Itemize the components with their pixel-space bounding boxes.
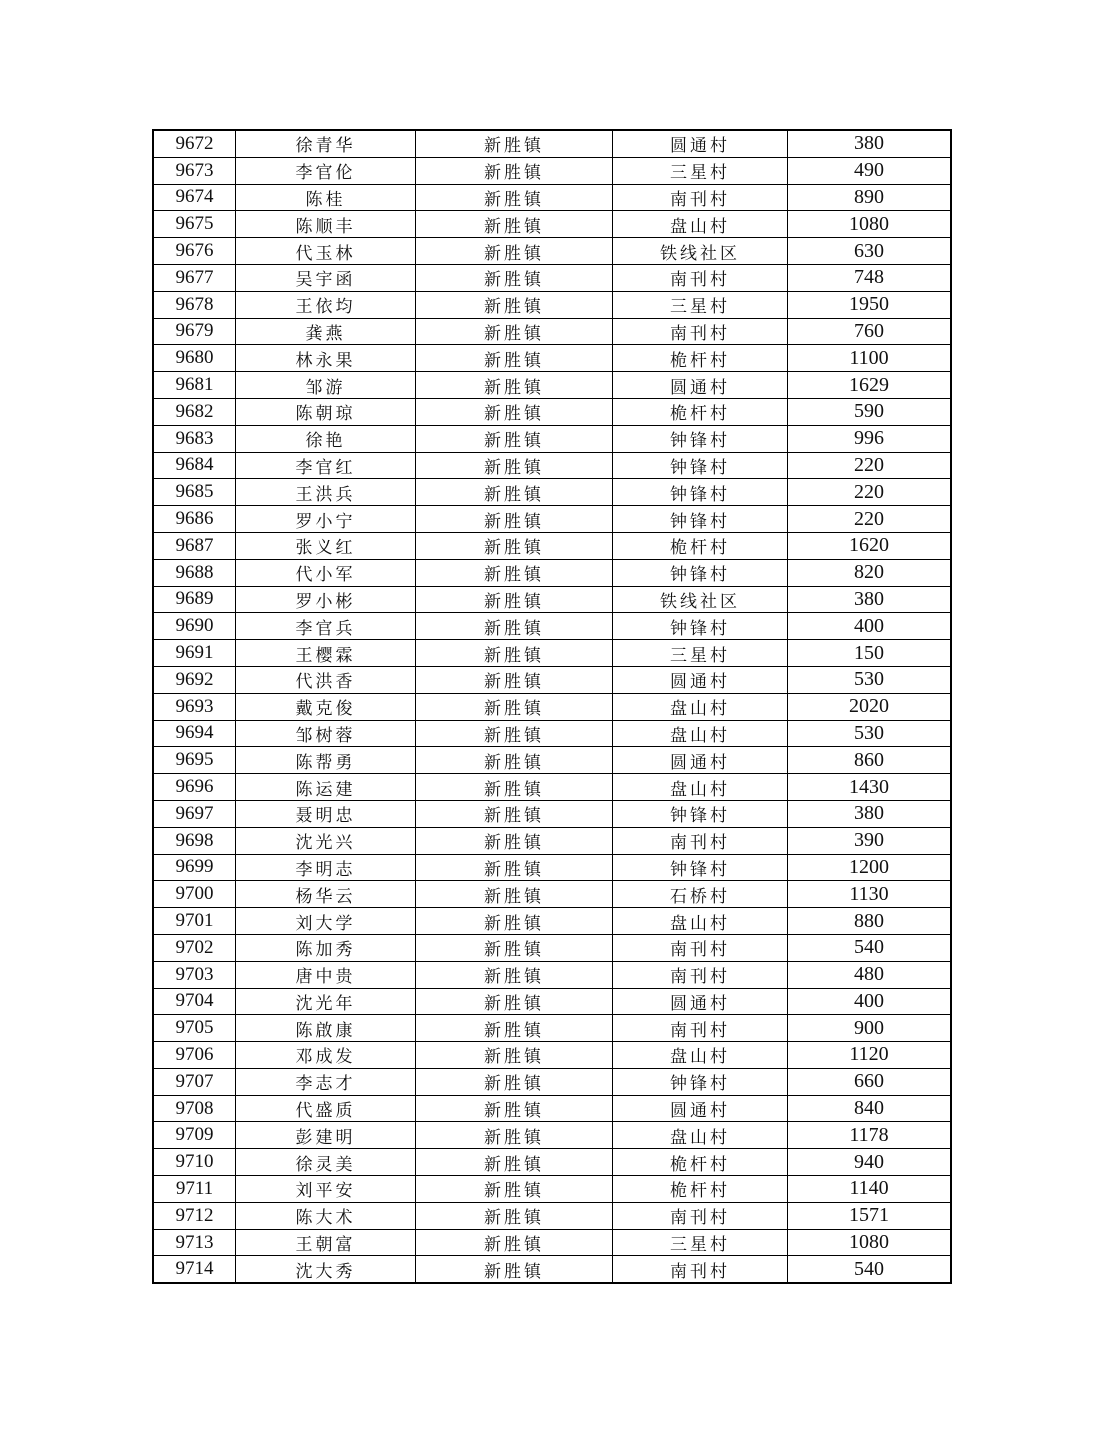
town-cell: 新胜镇	[416, 613, 613, 640]
table-row	[153, 1229, 951, 1256]
town-cell: 新胜镇	[416, 1176, 613, 1203]
town-cell: 新胜镇	[416, 854, 613, 881]
table-row	[153, 586, 951, 613]
row-number-cell: 9679	[153, 318, 236, 345]
amount-cell: 220	[788, 452, 952, 479]
amount-cell: 1130	[788, 881, 952, 908]
village-cell: 南刊村	[613, 1015, 788, 1042]
row-number-cell: 9693	[153, 693, 236, 720]
village-cell: 盘山村	[613, 1122, 788, 1149]
row-number-cell: 9691	[153, 640, 236, 667]
name-cell: 陈运建	[236, 774, 416, 801]
town-cell: 新胜镇	[416, 827, 613, 854]
table-body	[153, 130, 951, 1283]
town-cell: 新胜镇	[416, 774, 613, 801]
amount-cell: 1620	[788, 532, 952, 559]
name-cell: 沈大秀	[236, 1256, 416, 1283]
name-cell: 沈光兴	[236, 827, 416, 854]
row-number-cell: 9678	[153, 291, 236, 318]
town-cell: 新胜镇	[416, 693, 613, 720]
village-cell: 钟锋村	[613, 1068, 788, 1095]
table-row	[153, 854, 951, 881]
name-cell: 陈啟康	[236, 1015, 416, 1042]
village-cell: 钟锋村	[613, 425, 788, 452]
village-cell: 石桥村	[613, 881, 788, 908]
amount-cell: 1100	[788, 345, 952, 372]
town-cell: 新胜镇	[416, 720, 613, 747]
town-cell: 新胜镇	[416, 479, 613, 506]
town-cell: 新胜镇	[416, 1068, 613, 1095]
name-cell: 陈加秀	[236, 934, 416, 961]
row-number-cell: 9673	[153, 157, 236, 184]
town-cell: 新胜镇	[416, 1256, 613, 1283]
row-number-cell: 9688	[153, 559, 236, 586]
amount-cell: 900	[788, 1015, 952, 1042]
name-cell: 王依均	[236, 291, 416, 318]
table-row	[153, 1095, 951, 1122]
table-row	[153, 184, 951, 211]
amount-cell: 540	[788, 1256, 952, 1283]
name-cell: 徐青华	[236, 130, 416, 157]
town-cell: 新胜镇	[416, 1202, 613, 1229]
town-cell: 新胜镇	[416, 238, 613, 265]
name-cell: 吴宇函	[236, 264, 416, 291]
town-cell: 新胜镇	[416, 157, 613, 184]
row-number-cell: 9682	[153, 398, 236, 425]
table-row	[153, 452, 951, 479]
town-cell: 新胜镇	[416, 1122, 613, 1149]
row-number-cell: 9703	[153, 961, 236, 988]
village-cell: 南刊村	[613, 1256, 788, 1283]
village-cell: 钟锋村	[613, 854, 788, 881]
amount-cell: 1140	[788, 1176, 952, 1203]
village-cell: 圆通村	[613, 988, 788, 1015]
town-cell: 新胜镇	[416, 291, 613, 318]
table-row	[153, 1176, 951, 1203]
name-cell: 龚燕	[236, 318, 416, 345]
name-cell: 李志才	[236, 1068, 416, 1095]
amount-cell: 380	[788, 586, 952, 613]
row-number-cell: 9704	[153, 988, 236, 1015]
row-number-cell: 9711	[153, 1176, 236, 1203]
amount-cell: 890	[788, 184, 952, 211]
amount-cell: 1571	[788, 1202, 952, 1229]
village-cell: 盘山村	[613, 774, 788, 801]
table-row	[153, 211, 951, 238]
name-cell: 杨华云	[236, 881, 416, 908]
amount-cell: 390	[788, 827, 952, 854]
row-number-cell: 9680	[153, 345, 236, 372]
table-row	[153, 1015, 951, 1042]
amount-cell: 1430	[788, 774, 952, 801]
town-cell: 新胜镇	[416, 666, 613, 693]
name-cell: 唐中贵	[236, 961, 416, 988]
village-cell: 南刊村	[613, 1202, 788, 1229]
table-row	[153, 506, 951, 533]
row-number-cell: 9696	[153, 774, 236, 801]
row-number-cell: 9672	[153, 130, 236, 157]
village-cell: 钟锋村	[613, 452, 788, 479]
village-cell: 三星村	[613, 291, 788, 318]
town-cell: 新胜镇	[416, 908, 613, 935]
village-cell: 南刊村	[613, 934, 788, 961]
row-number-cell: 9677	[153, 264, 236, 291]
amount-cell: 1950	[788, 291, 952, 318]
town-cell: 新胜镇	[416, 640, 613, 667]
name-cell: 陈桂	[236, 184, 416, 211]
row-number-cell: 9692	[153, 666, 236, 693]
village-cell: 钟锋村	[613, 800, 788, 827]
town-cell: 新胜镇	[416, 130, 613, 157]
town-cell: 新胜镇	[416, 425, 613, 452]
amount-cell: 490	[788, 157, 952, 184]
table-row	[153, 1202, 951, 1229]
row-number-cell: 9709	[153, 1122, 236, 1149]
name-cell: 邓成发	[236, 1042, 416, 1069]
amount-cell: 840	[788, 1095, 952, 1122]
amount-cell: 660	[788, 1068, 952, 1095]
name-cell: 陈帮勇	[236, 747, 416, 774]
village-cell: 南刊村	[613, 184, 788, 211]
village-cell: 铁线社区	[613, 586, 788, 613]
row-number-cell: 9676	[153, 238, 236, 265]
row-number-cell: 9681	[153, 372, 236, 399]
row-number-cell: 9714	[153, 1256, 236, 1283]
row-number-cell: 9686	[153, 506, 236, 533]
table-row	[153, 1042, 951, 1069]
row-number-cell: 9706	[153, 1042, 236, 1069]
town-cell: 新胜镇	[416, 934, 613, 961]
amount-cell: 480	[788, 961, 952, 988]
amount-cell: 540	[788, 934, 952, 961]
amount-cell: 400	[788, 613, 952, 640]
amount-cell: 150	[788, 640, 952, 667]
town-cell: 新胜镇	[416, 559, 613, 586]
row-number-cell: 9713	[153, 1229, 236, 1256]
row-number-cell: 9708	[153, 1095, 236, 1122]
row-number-cell: 9683	[153, 425, 236, 452]
town-cell: 新胜镇	[416, 988, 613, 1015]
town-cell: 新胜镇	[416, 345, 613, 372]
row-number-cell: 9705	[153, 1015, 236, 1042]
table-row	[153, 908, 951, 935]
village-cell: 钟锋村	[613, 559, 788, 586]
amount-cell: 860	[788, 747, 952, 774]
table-row	[153, 988, 951, 1015]
name-cell: 王洪兵	[236, 479, 416, 506]
town-cell: 新胜镇	[416, 372, 613, 399]
amount-cell: 880	[788, 908, 952, 935]
town-cell: 新胜镇	[416, 586, 613, 613]
town-cell: 新胜镇	[416, 452, 613, 479]
village-cell: 三星村	[613, 640, 788, 667]
amount-cell: 1629	[788, 372, 952, 399]
table-row	[153, 479, 951, 506]
amount-cell: 530	[788, 720, 952, 747]
table-row	[153, 1149, 951, 1176]
name-cell: 代玉林	[236, 238, 416, 265]
town-cell: 新胜镇	[416, 1149, 613, 1176]
name-cell: 李官兵	[236, 613, 416, 640]
amount-cell: 380	[788, 130, 952, 157]
table-row	[153, 747, 951, 774]
name-cell: 代洪香	[236, 666, 416, 693]
table-row	[153, 372, 951, 399]
amount-cell: 1080	[788, 1229, 952, 1256]
village-cell: 桅杆村	[613, 1176, 788, 1203]
name-cell: 刘平安	[236, 1176, 416, 1203]
village-cell: 钟锋村	[613, 613, 788, 640]
row-number-cell: 9698	[153, 827, 236, 854]
village-cell: 盘山村	[613, 1042, 788, 1069]
village-cell: 盘山村	[613, 693, 788, 720]
name-cell: 邹树蓉	[236, 720, 416, 747]
table-row	[153, 934, 951, 961]
amount-cell: 400	[788, 988, 952, 1015]
name-cell: 沈光年	[236, 988, 416, 1015]
amount-cell: 1080	[788, 211, 952, 238]
amount-cell: 220	[788, 506, 952, 533]
town-cell: 新胜镇	[416, 398, 613, 425]
table-row	[153, 398, 951, 425]
name-cell: 林永果	[236, 345, 416, 372]
row-number-cell: 9699	[153, 854, 236, 881]
table-row	[153, 961, 951, 988]
town-cell: 新胜镇	[416, 184, 613, 211]
village-cell: 钟锋村	[613, 479, 788, 506]
table-row	[153, 157, 951, 184]
town-cell: 新胜镇	[416, 506, 613, 533]
town-cell: 新胜镇	[416, 1095, 613, 1122]
town-cell: 新胜镇	[416, 747, 613, 774]
table-row	[153, 238, 951, 265]
table-row	[153, 264, 951, 291]
table-row	[153, 425, 951, 452]
table-row	[153, 1068, 951, 1095]
amount-cell: 1200	[788, 854, 952, 881]
town-cell: 新胜镇	[416, 211, 613, 238]
amount-cell: 1178	[788, 1122, 952, 1149]
row-number-cell: 9685	[153, 479, 236, 506]
amount-cell: 996	[788, 425, 952, 452]
row-number-cell: 9702	[153, 934, 236, 961]
village-cell: 圆通村	[613, 1095, 788, 1122]
village-cell: 桅杆村	[613, 345, 788, 372]
amount-cell: 820	[788, 559, 952, 586]
village-cell: 南刊村	[613, 318, 788, 345]
town-cell: 新胜镇	[416, 1042, 613, 1069]
table-row	[153, 774, 951, 801]
table-row	[153, 318, 951, 345]
amount-cell: 220	[788, 479, 952, 506]
name-cell: 徐灵美	[236, 1149, 416, 1176]
name-cell: 陈大术	[236, 1202, 416, 1229]
town-cell: 新胜镇	[416, 800, 613, 827]
name-cell: 戴克俊	[236, 693, 416, 720]
village-cell: 圆通村	[613, 747, 788, 774]
table-row	[153, 666, 951, 693]
village-cell: 桅杆村	[613, 532, 788, 559]
village-cell: 铁线社区	[613, 238, 788, 265]
name-cell: 刘大学	[236, 908, 416, 935]
table-row	[153, 720, 951, 747]
table-row	[153, 559, 951, 586]
amount-cell: 380	[788, 800, 952, 827]
row-number-cell: 9687	[153, 532, 236, 559]
village-cell: 桅杆村	[613, 1149, 788, 1176]
table-row	[153, 345, 951, 372]
town-cell: 新胜镇	[416, 1015, 613, 1042]
village-cell: 盘山村	[613, 908, 788, 935]
village-cell: 圆通村	[613, 372, 788, 399]
name-cell: 王朝富	[236, 1229, 416, 1256]
amount-cell: 748	[788, 264, 952, 291]
table-row	[153, 881, 951, 908]
village-cell: 南刊村	[613, 827, 788, 854]
name-cell: 彭建明	[236, 1122, 416, 1149]
row-number-cell: 9700	[153, 881, 236, 908]
village-cell: 圆通村	[613, 130, 788, 157]
name-cell: 罗小宁	[236, 506, 416, 533]
amount-cell: 940	[788, 1149, 952, 1176]
name-cell: 邹游	[236, 372, 416, 399]
village-cell: 钟锋村	[613, 506, 788, 533]
amount-cell: 530	[788, 666, 952, 693]
name-cell: 聂明忠	[236, 800, 416, 827]
table-row	[153, 291, 951, 318]
village-cell: 圆通村	[613, 666, 788, 693]
table-row	[153, 640, 951, 667]
name-cell: 李官伦	[236, 157, 416, 184]
town-cell: 新胜镇	[416, 1229, 613, 1256]
table-row	[153, 827, 951, 854]
name-cell: 陈顺丰	[236, 211, 416, 238]
row-number-cell: 9674	[153, 184, 236, 211]
amount-cell: 2020	[788, 693, 952, 720]
village-cell: 盘山村	[613, 720, 788, 747]
town-cell: 新胜镇	[416, 318, 613, 345]
row-number-cell: 9710	[153, 1149, 236, 1176]
amount-cell: 630	[788, 238, 952, 265]
table-row	[153, 532, 951, 559]
village-cell: 盘山村	[613, 211, 788, 238]
amount-cell: 760	[788, 318, 952, 345]
row-number-cell: 9684	[153, 452, 236, 479]
row-number-cell: 9701	[153, 908, 236, 935]
amount-cell: 590	[788, 398, 952, 425]
row-number-cell: 9689	[153, 586, 236, 613]
table-row	[153, 1122, 951, 1149]
name-cell: 张义红	[236, 532, 416, 559]
row-number-cell: 9690	[153, 613, 236, 640]
village-cell: 南刊村	[613, 961, 788, 988]
name-cell: 李明志	[236, 854, 416, 881]
village-cell: 桅杆村	[613, 398, 788, 425]
row-number-cell: 9675	[153, 211, 236, 238]
table-row	[153, 693, 951, 720]
row-number-cell: 9712	[153, 1202, 236, 1229]
name-cell: 代小军	[236, 559, 416, 586]
table-row	[153, 800, 951, 827]
row-number-cell: 9707	[153, 1068, 236, 1095]
row-number-cell: 9694	[153, 720, 236, 747]
name-cell: 徐艳	[236, 425, 416, 452]
name-cell: 代盛质	[236, 1095, 416, 1122]
town-cell: 新胜镇	[416, 961, 613, 988]
name-cell: 罗小彬	[236, 586, 416, 613]
village-cell: 三星村	[613, 157, 788, 184]
town-cell: 新胜镇	[416, 264, 613, 291]
town-cell: 新胜镇	[416, 881, 613, 908]
table-row	[153, 130, 951, 157]
town-cell: 新胜镇	[416, 532, 613, 559]
name-cell: 王樱霖	[236, 640, 416, 667]
name-cell: 李官红	[236, 452, 416, 479]
name-cell: 陈朝琼	[236, 398, 416, 425]
data-table	[152, 129, 952, 1284]
village-cell: 南刊村	[613, 264, 788, 291]
row-number-cell: 9697	[153, 800, 236, 827]
amount-cell: 1120	[788, 1042, 952, 1069]
table-row	[153, 1256, 951, 1283]
village-cell: 三星村	[613, 1229, 788, 1256]
table-row	[153, 613, 951, 640]
row-number-cell: 9695	[153, 747, 236, 774]
